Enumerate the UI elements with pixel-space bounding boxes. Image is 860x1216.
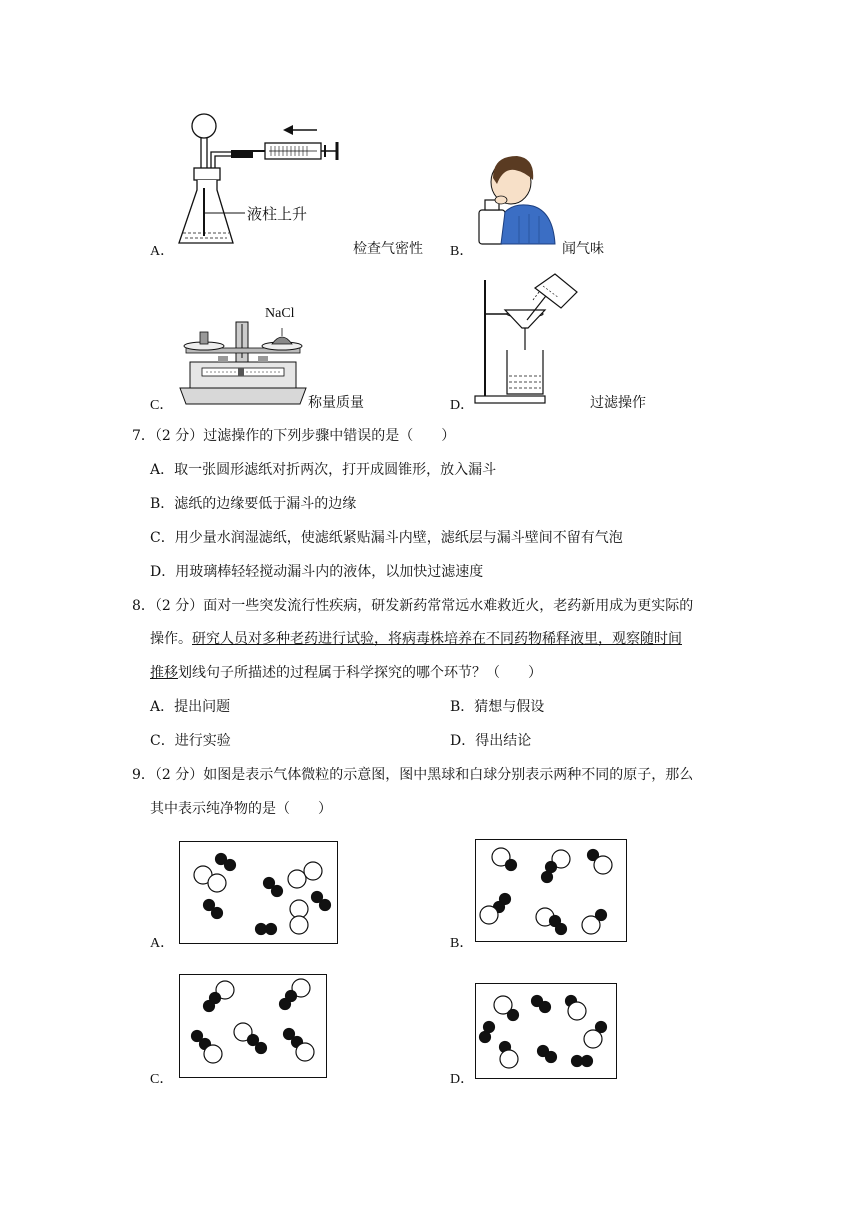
balance-figure bbox=[178, 318, 308, 408]
q6-option-a-letter: A． bbox=[150, 244, 175, 259]
q7-option-b: B．滤纸的边缘要低于漏斗的边缘 bbox=[150, 496, 357, 512]
liquid-rise-label: 液柱上升 bbox=[247, 205, 308, 223]
q7-option-a: A．取一张圆形滤纸对折两次，打开成圆锥形，放入漏斗 bbox=[150, 462, 497, 478]
q8-option-a: A．提出问题 bbox=[150, 699, 231, 715]
q6-option-d-letter: D． bbox=[450, 398, 475, 413]
nacl-label: NaCl bbox=[265, 306, 295, 321]
q6-option-b-letter: B． bbox=[450, 244, 474, 259]
q6-option-d-caption: 过滤操作 bbox=[590, 395, 646, 411]
q7-option-c: C．用少量水润湿滤纸，使滤纸紧贴漏斗内壁，滤纸层与漏斗壁间不留有气泡 bbox=[150, 530, 623, 546]
q6-option-b-caption: 闻气味 bbox=[562, 241, 604, 257]
q9-option-c-letter: C． bbox=[150, 1072, 174, 1087]
q8-line-1: 8．（2 分）面对一些突发流行性疾病，研发新药常常远水难救近火，老药新用成为更实际的 bbox=[132, 598, 694, 614]
q8-underlined-sentence-part-1: 研究人员对多种老药进行试验，将病毒株培养在不同药物稀释液里，观察随时间 bbox=[192, 631, 682, 647]
q8-underlined-sentence-part-2: 推移 bbox=[150, 665, 178, 681]
q8-option-c: C．进行实验 bbox=[150, 733, 231, 749]
smelling-figure bbox=[475, 150, 560, 245]
q9-option-a-particles bbox=[179, 841, 339, 945]
filtration-figure bbox=[473, 272, 588, 407]
q9-option-a-letter: A． bbox=[150, 936, 175, 951]
q9-option-d-particles bbox=[475, 983, 619, 1081]
q8-option-b: B．猜想与假设 bbox=[450, 699, 545, 715]
airtightness-apparatus-figure bbox=[175, 108, 355, 253]
q6-option-c-caption: 称量质量 bbox=[308, 395, 364, 411]
q7-option-d: D．用玻璃棒轻轻搅动漏斗内的液体，以加快过滤速度 bbox=[150, 564, 484, 580]
q8-option-d: D．得出结论 bbox=[450, 733, 532, 749]
q9-option-b-particles bbox=[475, 839, 629, 943]
q9-option-d-letter: D． bbox=[450, 1072, 475, 1087]
q9-option-b-letter: B． bbox=[450, 936, 474, 951]
q8-line-3-plain: 划线句子所描述的过程属于科学探究的哪个环节？（ ） bbox=[178, 665, 542, 681]
q9-line-1: 9．（2 分）如图是表示气体微粒的示意图，图中黑球和白球分别表示两种不同的原子，那么 bbox=[132, 767, 694, 783]
q8-line-3 bbox=[150, 663, 542, 683]
q6-option-a-caption: 检查气密性 bbox=[353, 241, 423, 257]
q6-option-c-letter: C． bbox=[150, 398, 174, 413]
q7-stem: 7．（2 分）过滤操作的下列步骤中错误的是（ ） bbox=[132, 428, 456, 444]
q8-line-2 bbox=[150, 629, 682, 649]
q8-line-2-plain: 操作。 bbox=[150, 631, 192, 647]
q9-line-2: 其中表示纯净物的是（ ） bbox=[150, 801, 332, 817]
q9-option-c-particles bbox=[179, 974, 329, 1080]
